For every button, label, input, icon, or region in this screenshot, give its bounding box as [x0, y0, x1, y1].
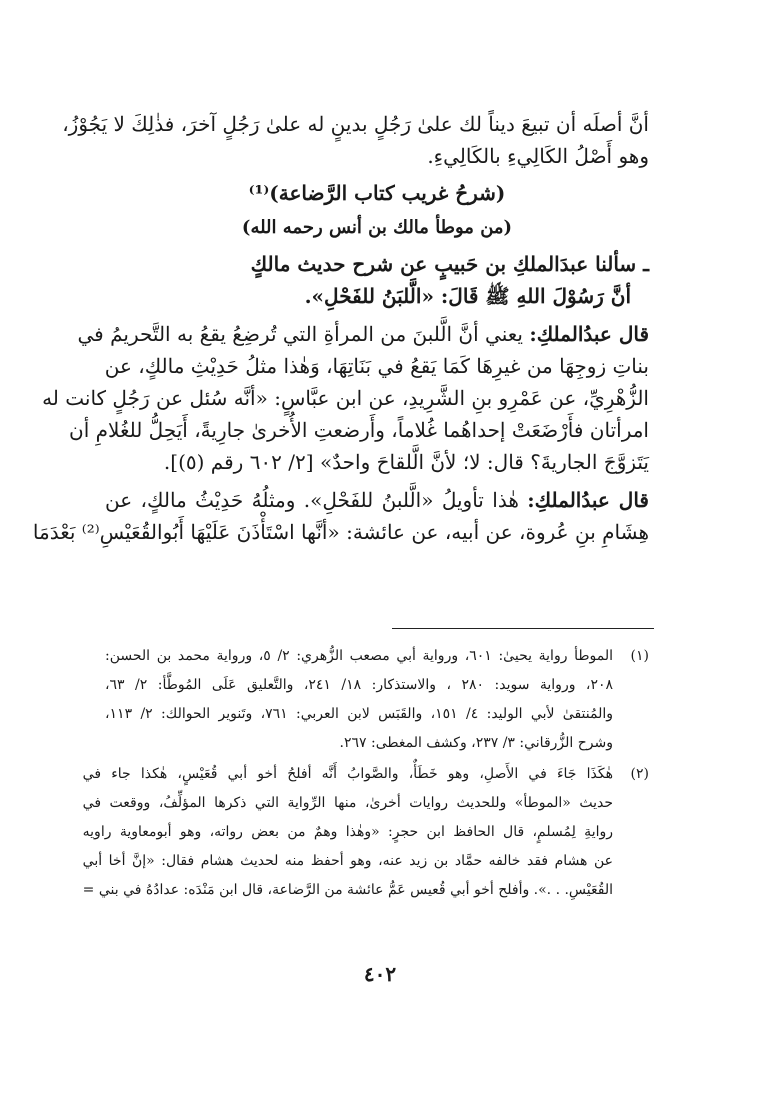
intro-line-1: أنَّ أصلَه أن تبيعَ ديناً لك علىٰ رَجُلٍ بدينٍ له علىٰ رَجُلٍ آخرَ، فذٰلِكَ لا يَجُوْزُ،	[62, 112, 649, 136]
footnote-line: الموطأ رواية يحيىٰ: ٦٠١، ورواية أبي مصعب الزُّهري: ٢/ ٥، ورواية محمد بن الحسن:	[105, 648, 614, 664]
footnote-line: حديث «الموطأ» وللحديث روايات أخرىٰ، منها الرِّواية التي ذكرها المؤلِّفُ، ووقعت في	[82, 795, 613, 811]
footnote-1	[105, 642, 649, 758]
paragraph-2	[32, 484, 649, 548]
section-heading: (شرحُ غريب كتاب الرَّضاعة)⁽¹⁾	[248, 181, 506, 205]
page-number: ٤٠٢	[363, 962, 397, 986]
section-subheading: (من موطأ مالك بن أنس رحمه الله)	[241, 217, 513, 238]
paragraph-1	[42, 318, 649, 478]
footnote-number: (١)	[630, 648, 649, 664]
footnote-body	[105, 642, 613, 758]
speaker-label: قال عبدُالملكِ:	[527, 488, 649, 512]
footnote-body	[83, 760, 613, 905]
footnote-separator	[392, 628, 654, 629]
paragraph-1-line-2: بناتِ زوجِهَا من غيرِهَا كَمَا يَقعُ في بَنَاتِهَا، وَهٰذا مثلُ حَدِيْثِ مالكٍ، عن	[104, 354, 649, 378]
paragraph-1-line-1	[77, 318, 649, 350]
main-text	[32, 108, 649, 548]
footnote-line: القُعَيْسِ. . .». وأفلح أخو أبي قُعيس عَمُّ عائشة من الرَّضاعة، قال ابن مَنْدَه: عدادُهُ في بني =	[82, 882, 613, 898]
footnotes	[82, 642, 649, 907]
speaker-label: قال عبدُالملكِ:	[529, 322, 649, 346]
footnote-line: عن هشام فقد خالفه حمَّاد بن زيد عنه، وهو أحفظ منه لحديث هشام فقال: «إنَّ أخا أبي	[82, 853, 613, 869]
paragraph-2-line-2: هِشَامِ بنِ عُروة، عن أبيه، عن عائشة: «أنَّها اسْتَأْذَنَ عَلَيْهَا أَبُوالقُعَيْسِ⁽²⁾ بَعْدَمَا	[32, 520, 649, 544]
paragraph-1-text: يعني أنَّ الَّلبنَ من المرأةِ التي تُرضِعُ يقعُ به التَّحريمُ في	[77, 322, 530, 346]
footnote-line: روايةِ لِمُسلمٍ، قال الحافظ ابن حجرٍ: «وهٰذا وهمٌ من بعض رواته، وهو أبومعاوية راويه	[82, 824, 613, 840]
paragraph-1-line-4: امرأتان فأَرْضَعَتْ إحداهُما غُلاماً، وأَرضعتِ الأُخرىٰ جارِيةً، أَيَحِلُّ للغُلامِ أن	[69, 418, 649, 442]
footnote-line: وشرح الزُّرقاني: ٣/ ٢٣٧، وكشف المغطى: ٢٦٧.	[339, 735, 613, 751]
question-line-1: ـ سألنا عبدَالملكِ بن حَبيبٍ عن شرح حديث مالكٍ	[250, 252, 649, 276]
footnote-line: والمُنتقىٰ لأبي الوليد: ٤/ ١٥١، والقَبَس لابن العربي: ٧٦١، وتَنوير الحوالك: ٢/ ١١٣،	[105, 706, 614, 722]
intro-line-2: وهو أَصْلُ الكَالِيءِ بالكَالِيءِ.	[427, 144, 649, 168]
paragraph-2-line-1	[105, 484, 649, 516]
footnote-line: هٰكَذَا جَاءَ في الأَصلِ، وهو خَطَأٌ، والصَّوابُ أَنَّه أفلحُ أخو أبي قُعَيْسٍ، هٰكذا جاء في	[82, 766, 613, 782]
paragraph-1-line-5: يَتَزوَّجَ الجاريةَ؟ قال: لا؛ لأنَّ الَّلقاحَ واحدٌ» [٢/ ٦٠٢ رقم (٥)].	[163, 450, 649, 474]
footnote-line: ٢٠٨، ورواية سويد: ٢٨٠ ، والاستذكار: ١٨/ ٢٤١، والتَّعليق عَلَى المُوطَّأ: ٢/ ٦٣،	[105, 677, 614, 693]
footnote-number: (٢)	[630, 766, 649, 782]
question-line-2: أنَّ رَسُوْلَ اللهِ ﷺ قَالَ: «الَّلبَنُ للفَحْلِ».	[304, 284, 631, 308]
paragraph-1-line-3: الزُّهْرِيِّ، عن عَمْرِو بنِ الشَّرِيدِ، عن ابن عبَّاسٍ: «أنَّه سُئل عن رَجُلٍ كانت له	[42, 386, 649, 410]
footnote-2	[82, 760, 649, 905]
paragraph-2-text: هٰذا تأويلُ «الَّلبنُ للفَحْلِ». ومثلُهُ حَدِيْثُ مالكٍ، عن	[105, 488, 528, 512]
